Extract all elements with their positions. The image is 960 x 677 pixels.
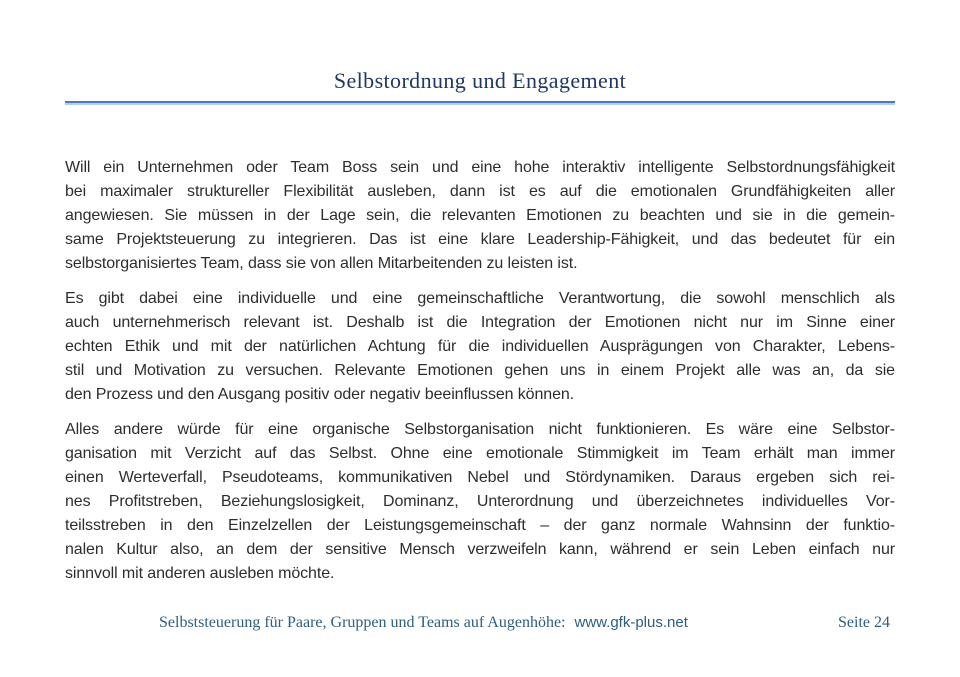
paragraph-line: ganisation mit Verzicht auf das Selbst. Ohne eine emotionale Stimmigkeit im Team erhält man immer bbox=[65, 445, 895, 462]
paragraph-line: echten Ethik und mit der natürlichen Achtung für die individuellen Ausprägungen von Charakter, Lebens- bbox=[65, 338, 895, 355]
page-title: Selbstordnung und Engagement bbox=[333, 68, 627, 93]
paragraph-line: nes Profitstreben, Beziehungslosigkeit, Dominanz, Unterordnung und überzeichnetes individuelles Vor- bbox=[65, 493, 895, 510]
paragraph-line: den Prozess und den Ausgang positiv oder negativ beeinflussen können. bbox=[65, 386, 575, 403]
paragraph-line: teilsstreben in den Einzelzellen der Leistungsgemeinschaft – der ganz normale Wahnsinn der funktio- bbox=[65, 517, 895, 534]
footer-tagline-text: Selbststeuerung für Paare, Gruppen und Teams auf Augenhöhe: bbox=[159, 614, 566, 631]
footer-page-number: Seite 24 bbox=[838, 614, 890, 631]
body-text bbox=[65, 156, 895, 597]
paragraph-line: einen Werteverfall, Pseudoteams, kommunikativen Nebel und Stördynamiken. Daraus ergeben sich rei- bbox=[65, 469, 895, 486]
paragraph-line: nalen Kultur also, an dem der sensitive Mensch verzweifeln kann, während er sein Leben einfach nur bbox=[65, 541, 895, 558]
paragraph-line: bei maximaler struktureller Flexibilität ausleben, dann ist es auf die emotionalen Grundfähigkeiten aller bbox=[65, 183, 895, 200]
paragraph-line: Will ein Unternehmen oder Team Boss sein und eine hohe interaktiv intelligente Selbstordnungsfähigkeit bbox=[65, 159, 895, 176]
paragraph bbox=[65, 287, 895, 407]
paragraph-line: sinnvoll mit anderen ausleben möchte. bbox=[65, 565, 335, 582]
paragraph-line: selbstorganisiertes Team, dass sie von allen Mitarbeitenden zu leisten ist. bbox=[65, 255, 578, 272]
paragraph-line: same Projektsteuerung zu integrieren. Das ist eine klare Leadership-Fähigkeit, und das bedeutet für ein bbox=[65, 231, 895, 248]
footer bbox=[0, 612, 960, 634]
title-underline-rule bbox=[65, 101, 895, 105]
paragraph-line: Alles andere würde für eine organische Selbstorganisation nicht funktionieren. Es wäre eine Selbstor- bbox=[65, 421, 895, 438]
footer-tagline bbox=[159, 612, 688, 634]
paragraph-line: angewiesen. Sie müssen in der Lage sein, die relevanten Emotionen zu beachten und sie in die gemein- bbox=[65, 207, 895, 224]
paragraph-line: Es gibt dabei eine individuelle und eine gemeinschaftliche Verantwortung, die sowohl menschlich als bbox=[65, 290, 895, 307]
paragraph-line: stil und Motivation zu versuchen. Relevante Emotionen gehen uns in einem Projekt alle was an, da sie bbox=[65, 362, 895, 379]
paragraph bbox=[65, 418, 895, 586]
footer-url: www.gfk-plus.net bbox=[574, 614, 688, 631]
paragraph-line: auch unternehmerisch relevant ist. Deshalb ist die Integration der Emotionen nicht nur im Sinne einer bbox=[65, 314, 895, 331]
paragraph bbox=[65, 156, 895, 276]
